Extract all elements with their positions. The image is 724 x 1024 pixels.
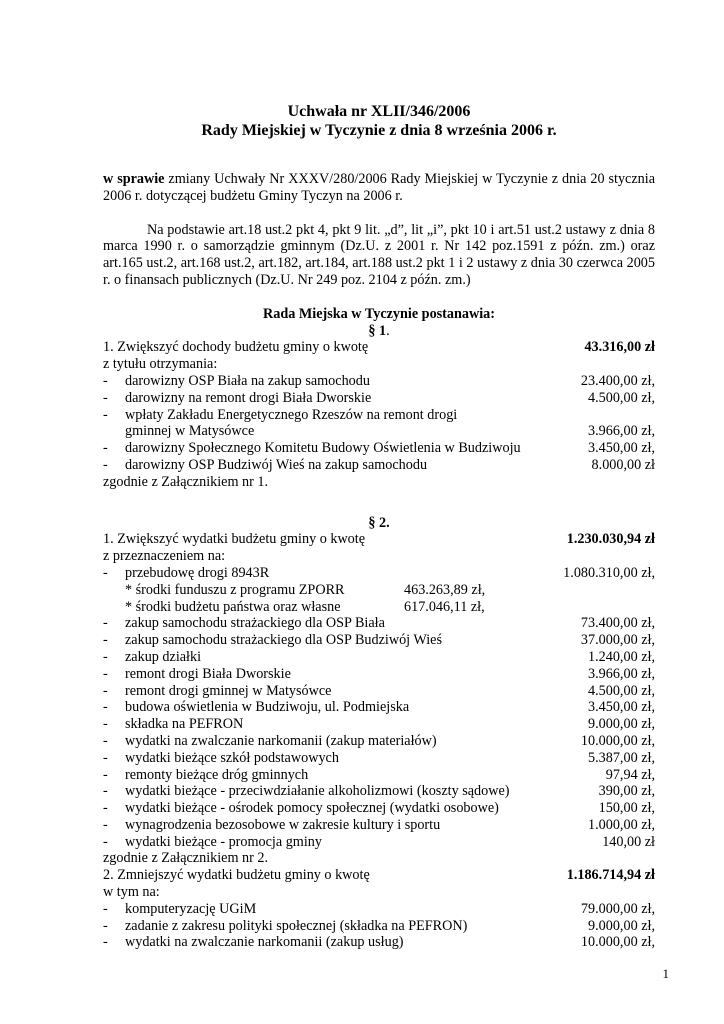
list-dash: - [103,389,108,406]
section-1-increase-line [103,339,655,356]
list-item-amount: 140,00 zł [602,833,655,850]
list-dash: - [103,699,108,716]
list-item [103,373,655,390]
list-dash: - [103,632,108,649]
list-item-text: zadanie z zakresu polityki społecznej (składka na PEFRON) [125,917,468,934]
section-2-increase-label: 1. Zwiększyć wydatki budżetu gminy o kwotę [103,531,366,548]
list-item-amount: 23.400,00 zł, [580,372,655,389]
page-number: 1 [662,966,669,981]
section-2-footer: zgodnie z Załącznikiem nr 2. [103,850,269,867]
list-item [103,733,655,750]
list-dash: - [103,648,108,665]
subject-bold: w sprawie [103,171,165,187]
list-item-amount: 79.000,00 zł, [580,900,655,917]
section-2-sub-items [103,582,655,616]
list-dash: - [103,816,108,833]
list-item [103,934,655,951]
list-item-amount: 390,00 zł, [598,783,655,800]
list-item-amount: 3.450,00 zł, [588,699,655,716]
list-dash: - [103,833,108,850]
list-item-text: składka na PEFRON [125,716,244,733]
list-dash: - [103,372,108,389]
list-item [103,615,655,632]
list-item-amount: 1.080.310,00 zł, [563,564,655,581]
list-dash: - [103,564,108,581]
list-item [103,457,655,474]
section-1-sign: § 1 [368,322,387,339]
list-item-text: zakup działki [125,648,202,665]
list-item-text-line-2: gminnej w Matysówce [125,423,255,440]
list-item-amount: 73.400,00 zł, [580,615,655,632]
list-item-text: darowizny OSP Budziwój Wieś na zakup samochodu [125,456,428,473]
list-item-amount: 3.966,00 zł, [588,665,655,682]
list-item-text: zakup samochodu strażackiego dla OSP Biała [125,615,385,632]
list-item-text: komputeryzację UGiM [125,900,257,917]
list-dash: - [103,934,108,951]
list-item-text-line-1: wpłaty Zakładu Energetycznego Rzeszów na remont drogi [125,406,458,423]
list-item-amount: 37.000,00 zł, [580,632,655,649]
section-2-decrease-amount: 1.186.714,94 zł [566,867,655,884]
list-dash: - [103,615,108,632]
list-item-text: remont drogi gminnej w Matysówce [125,682,332,699]
section-1-increase-label: 1. Zwiększyć dochody budżetu gminy o kwotę [103,339,369,356]
list-dash: - [103,783,108,800]
list-item [103,716,655,733]
section-1-intro: z tytułu otrzymania: [103,356,218,373]
sub-item-text: * środki budżetu państwa oraz własne [125,598,341,615]
list-item [103,901,655,918]
section-1-items [103,373,655,407]
list-dash: - [103,665,108,682]
list-item [103,632,655,649]
section-2-increase-line [103,531,655,548]
list-item-amount: 3.966,00 zł, [588,423,655,440]
list-item-text: darowizny na remont drogi Biała Dworskie [125,389,372,406]
resolves-heading: Rada Miejska w Tyczynie postanawia: [263,305,495,322]
list-dash: - [103,716,108,733]
sub-item-amount: 617.046,11 zł, [404,598,485,615]
list-item-text: wydatki bieżące - promocja gminy [125,833,322,850]
list-item-amount: 1.240,00 zł, [588,648,655,665]
list-dash: - [103,682,108,699]
list-item-amount: 150,00 zł, [598,800,655,817]
list-item-amount: 8.000,00 zł [591,456,655,473]
list-item [103,440,655,457]
list-dash: - [103,732,108,749]
section-2-decrease-label: 2. Zmniejszyć wydatki budżetu gminy o kwotę [103,867,370,884]
list-item-text: budowa oświetlenia w Budziwoju, ul. Podmiejska [125,699,410,716]
list-item-text: wydatki bieżące szkół podstawowych [125,749,339,766]
section-1-increase-amount: 43.316,00 zł [584,339,655,356]
section-1-heading [103,323,655,340]
list-item-text: wydatki bieżące - przeciwdziałanie alkoholizmowi (koszty sądowe) [125,783,510,800]
list-item-text: remont drogi Biała Dworskie [125,665,291,682]
list-item [103,683,655,700]
list-item-text: wydatki na zwalczanie narkomanii (zakup materiałów) [125,732,437,749]
list-dash: - [103,440,108,457]
list-item [103,918,655,935]
list-item-amount: 9.000,00 zł, [588,716,655,733]
list-item-text: wydatki na zwalczanie narkomanii (zakup usług) [125,934,404,951]
list-item-text: wydatki bieżące - ośrodek pomocy społecznej (wydatki osobowe) [125,800,499,817]
list-item [103,783,655,800]
section-2-items-2 [103,901,655,951]
section-2-heading: § 2. [368,514,390,531]
list-item [103,750,655,767]
list-item-text: wynagrodzenia bezosobowe w zakresie kultury i sportu [125,816,441,833]
list-item [103,390,655,407]
title-line-2: Rady Miejskiej w Tyczynie z dnia 8 września 2006 r. [201,122,557,139]
list-dash: - [103,800,108,817]
list-dash: - [103,917,108,934]
section-2-intro: z przeznaczeniem na: [103,548,226,565]
list-item [103,834,655,851]
list-item [103,800,655,817]
section-1-items-2 [103,440,655,474]
list-item-amount: 5.387,00 zł, [588,749,655,766]
sub-item-text: * środki funduszu z programu ZPORR [125,581,345,598]
list-item [103,699,655,716]
list-item-text: darowizny Społecznego Komitetu Budowy Oświetlenia w Budziwoju [125,440,521,457]
list-dash: - [103,456,108,473]
list-item-amount: 97,94 zł, [605,766,655,783]
subject-paragraph [103,171,655,205]
title-line-1: Uchwała nr XLII/346/2006 [287,103,471,120]
list-item-road [103,565,655,582]
section-1-dot: . [386,322,390,339]
list-dash: - [103,900,108,917]
list-item-amount: 4.500,00 zł, [588,389,655,406]
legal-basis-paragraph: Na podstawie art.18 ust.2 pkt 4, pkt 9 lit. „d”, lit „i”, pkt 10 i art.51 ust.2 ustawy z dnia 8 marca 1990 r. o samorządzie gminnym (Dz.U. z 2001 r. Nr 142 poz.1591 z późn. zm.) oraz art.165 ust.2, art.168 ust.2, art.182, art.184, art.188 ust.2 pkt 1 i 2 ustawy z dnia 30 czerwca 2005 r. o finansach publicznych (Dz.U. Nr 249 poz. 2104 z późn. zm.) [103,221,655,288]
section-2-increase-amount: 1.230.030,94 zł [566,531,655,548]
list-item [103,817,655,834]
list-item-text: przebudowę drogi 8943R [125,564,270,581]
list-item-amount: 10.000,00 zł, [580,732,655,749]
list-dash: - [103,766,108,783]
list-dash: - [103,406,108,423]
subject-text: zmiany Uchwały Nr XXXV/280/2006 Rady Miejskiej w Tyczynie z dnia 20 stycznia 2006 r. dotyczącej budżetu Gminy Tyczyn na 2006 r. [103,171,655,204]
list-item-text: darowizny OSP Biała na zakup samochodu [125,372,370,389]
sub-item-amount: 463.263,89 zł, [404,581,486,598]
list-item-text: zakup samochodu strażackiego dla OSP Budziwój Wieś [125,632,443,649]
list-item-text: remonty bieżące dróg gminnych [125,766,309,783]
list-item [103,767,655,784]
list-item-amount: 10.000,00 zł, [580,934,655,951]
section-2-decrease-line [103,867,655,884]
list-item-amount: 4.500,00 zł, [588,682,655,699]
sub-item [103,582,655,599]
list-item-multiline [103,407,655,441]
section-2-intro-2: w tym na: [103,884,160,901]
list-item [103,649,655,666]
document-page [103,102,655,951]
list-item-amount: 1.000,00 zł, [588,816,655,833]
section-2-items [103,615,655,850]
list-dash: - [103,749,108,766]
list-item-amount: 9.000,00 zł, [588,917,655,934]
sub-item [103,599,655,616]
section-1-footer: zgodnie z Załącznikiem nr 1. [103,473,269,490]
list-item [103,666,655,683]
list-item-amount: 3.450,00 zł, [588,440,655,457]
